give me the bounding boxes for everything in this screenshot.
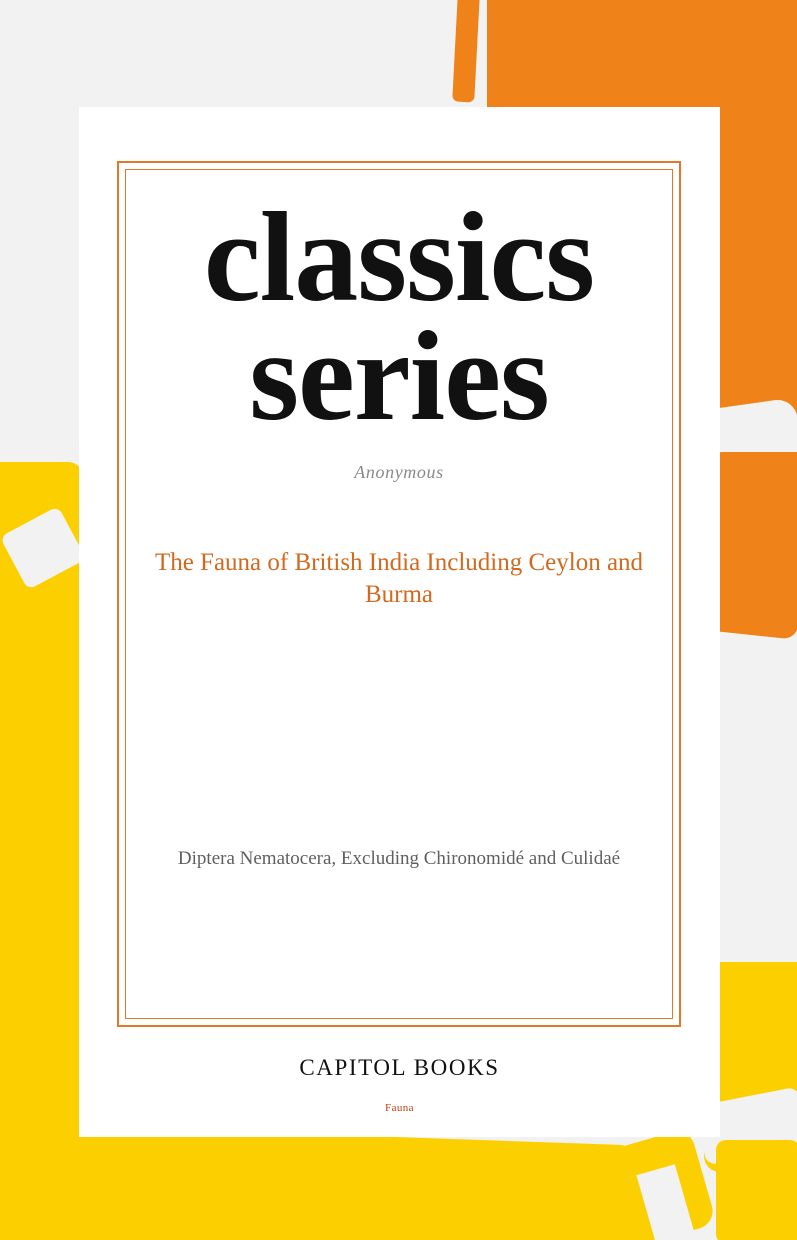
- yellow-brush-stroke-bottom: [0, 1128, 380, 1240]
- book-subtitle: Diptera Nematocera, Excluding Chironomidé and Culidaé: [177, 847, 621, 869]
- series-title-line-1: classics: [203, 186, 595, 328]
- series-title: [153, 186, 645, 448]
- author-name: Anonymous: [354, 461, 444, 482]
- imprint-label: Fauna: [385, 1102, 414, 1114]
- orange-brush-stroke-thin-left: [452, 0, 480, 103]
- book-cover-card: [79, 107, 720, 1137]
- cover-content: [119, 163, 679, 1025]
- yellow-brush-stroke-corner: [716, 1140, 797, 1240]
- publisher-name: CAPITOL BOOKS: [299, 1055, 500, 1080]
- book-title: The Fauna of British India Including Ceylon and Burma: [154, 548, 644, 608]
- cover-border-frame: [117, 161, 681, 1027]
- series-title-line-2: series: [249, 305, 549, 448]
